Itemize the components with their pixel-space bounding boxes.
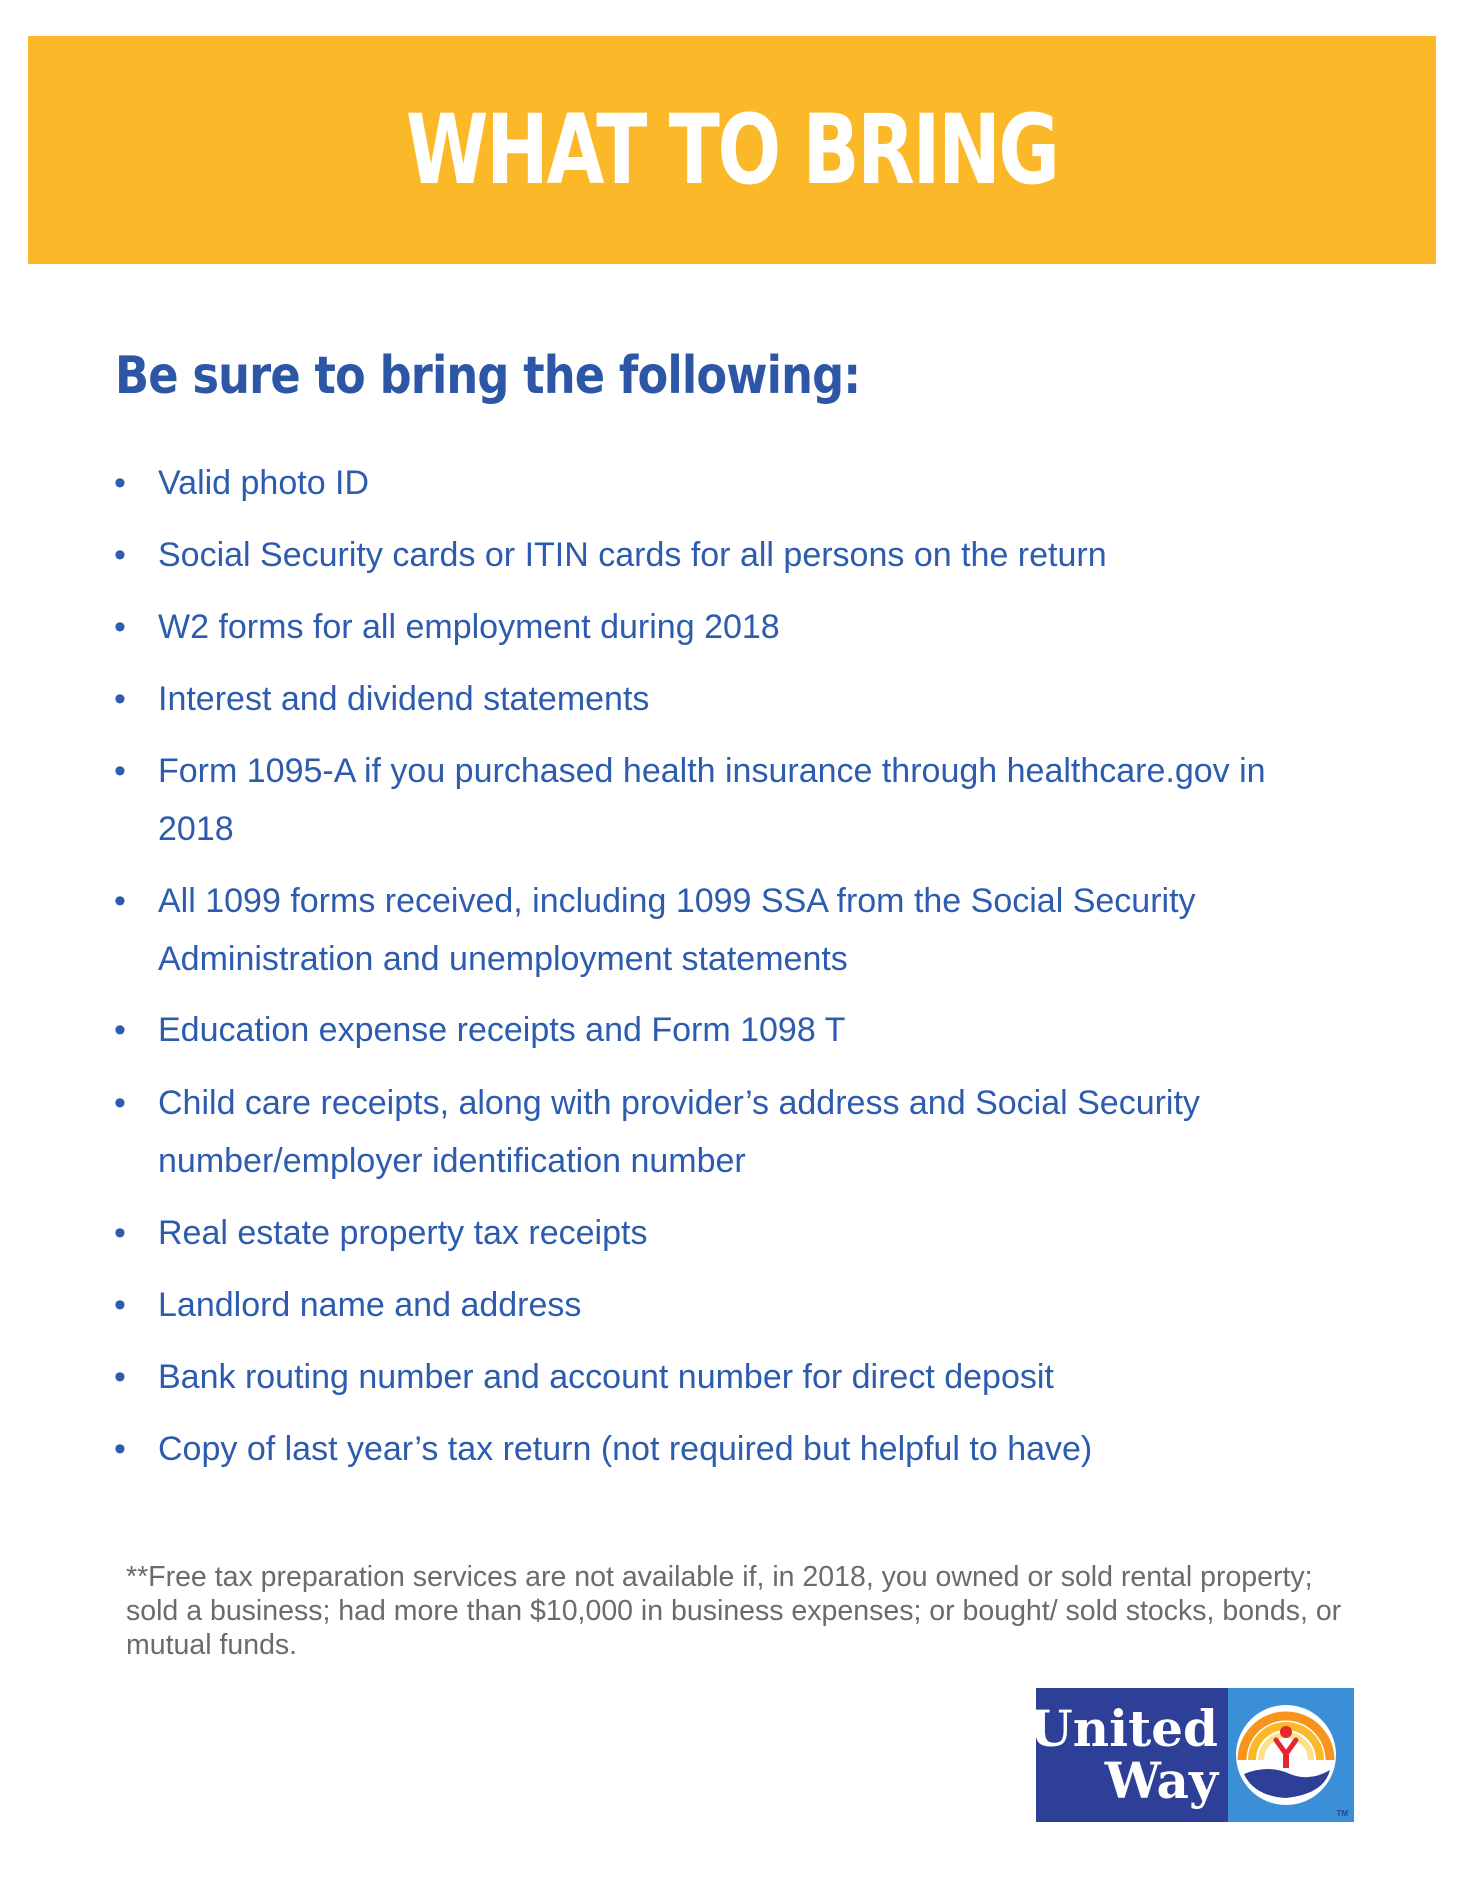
banner-title: WHAT TO BRING — [406, 94, 1058, 206]
bullet-icon: • — [114, 752, 126, 790]
list-item-text: Form 1095-A if you purchased health insurance through healthcare.gov in 2018 — [158, 752, 1266, 848]
bullet-icon: • — [114, 464, 126, 502]
footnote: **Free tax preparation services are not available if, in 2018, you owned or sold rental property; sold a business; had more than $10,000 in business expenses; or bought/ sold stocks, bonds, or mutual funds. — [126, 1561, 1342, 1661]
bullet-icon: • — [114, 1011, 126, 1049]
list-item-text: Bank routing number and account number for direct deposit — [158, 1358, 1054, 1396]
bullet-icon: • — [114, 1214, 126, 1252]
list-item-text: Education expense receipts and Form 1098 T — [158, 1011, 846, 1049]
bullet-icon: • — [114, 1430, 126, 1468]
logo-wordmark — [1029, 1688, 1228, 1822]
list-item-text: Copy of last year’s tax return (not required but helpful to have) — [158, 1430, 1093, 1468]
bullet-icon: • — [114, 608, 126, 646]
list-item-text: Child care receipts, along with provider’s address and Social Security number/employer identification number — [158, 1084, 1200, 1180]
list-item-text: W2 forms for all employment during 2018 — [158, 608, 780, 646]
list-item-text: Landlord name and address — [158, 1286, 582, 1324]
bullet-icon: • — [114, 1084, 126, 1122]
rainbow-hand-person-icon — [1228, 1688, 1354, 1822]
header-banner — [28, 36, 1436, 264]
logo-line-1: United — [1029, 1699, 1218, 1758]
bullet-icon: • — [114, 536, 126, 574]
subheading: Be sure to bring the following: — [115, 346, 861, 406]
bullet-icon: • — [114, 680, 126, 718]
list-item-text: All 1099 forms received, including 1099 SSA from the Social Security Administration and unemployment statements — [158, 882, 1196, 978]
list-item-text: Valid photo ID — [158, 464, 370, 502]
bullet-icon: • — [114, 1286, 126, 1324]
list-item-text: Social Security cards or ITIN cards for all persons on the return — [158, 536, 1107, 574]
logo-emblem — [1228, 1688, 1354, 1822]
bullet-icon: • — [114, 882, 126, 920]
trademark-label: TM — [1336, 1809, 1348, 1818]
list-item-text: Interest and dividend statements — [158, 680, 650, 718]
logo-line-2: Way — [1104, 1751, 1218, 1810]
bullet-icon: • — [114, 1358, 126, 1396]
united-way-logo — [1029, 1688, 1354, 1822]
list-item-text: Real estate property tax receipts — [158, 1214, 648, 1252]
